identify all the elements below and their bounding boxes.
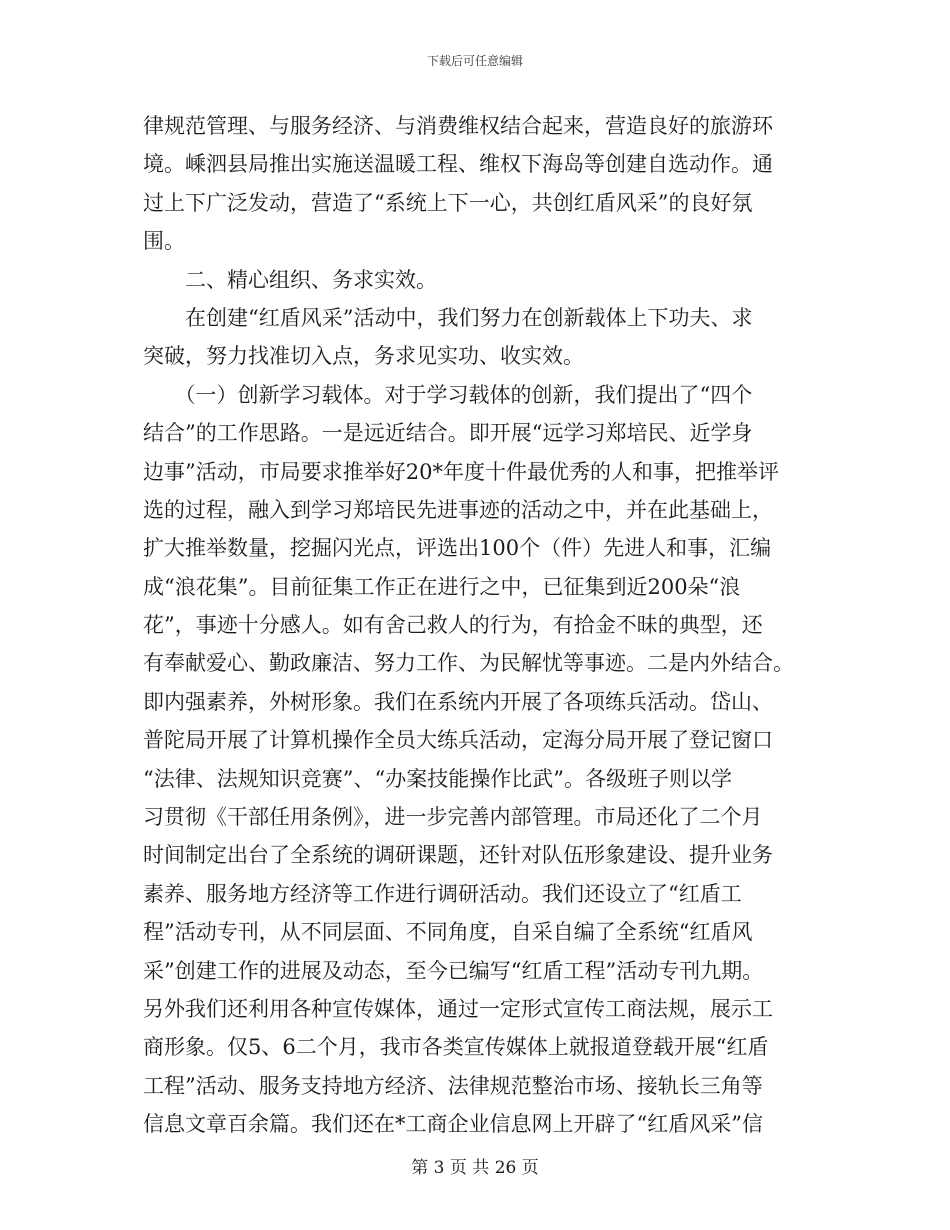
- body-line: 时间制定出台了全系统的调研课题，还针对队伍形象建设、提升业务: [143, 843, 773, 868]
- body-line: 有奉献爱心、勤政廉洁、努力工作、为民解忧等事迹。二是内外结合。: [143, 651, 794, 676]
- body-line: 习贯彻《干部任用条例》，进一步完善内部管理。市局还化了二个月: [143, 805, 763, 830]
- body-line: 突破，努力找准切入点，务求见实功、收实效。: [143, 344, 584, 369]
- body-line: 在创建“红盾风采”活动中，我们努力在创新载体上下功夫、求: [143, 305, 753, 330]
- body-line: 结合”的工作思路。一是远近结合。即开展“远学习郑培民、近学身: [143, 421, 753, 446]
- subsection-line: （一）创新学习载体。对于学习载体的创新，我们提出了“四个: [143, 382, 753, 407]
- body-line: 围。: [143, 229, 185, 254]
- body-line: 采”创建工作的进展及动态，至今已编写“红盾工程”活动专刊九期。: [143, 958, 764, 983]
- body-line: 信息文章百余篇。我们还在*工商企业信息网上开辟了“红盾风采”信: [143, 1112, 763, 1137]
- body-line: 普陀局开展了计算机操作全员大练兵活动，定海分局开展了登记窗口: [143, 728, 773, 753]
- body-line: 工程”活动、服务支持地方经济、法律规范整治市场、接轨长三角等: [143, 1073, 763, 1098]
- body-line: 商形象。仅5、6二个月，我市各类宣传媒体上就报道登载开展“红盾: [143, 1035, 769, 1060]
- body-line: 花”，事迹十分感人。如有舍己救人的行为，有拾金不昧的典型，还: [143, 613, 763, 638]
- page-number: 第 3 页 共 26 页: [411, 1158, 539, 1178]
- body-line: 律规范管理、与服务经济、与消费维权结合起来，营造良好的旅游环: [143, 114, 773, 138]
- body-line: 程”活动专刊，从不同层面、不同角度，自采自编了全系统“红盾风: [143, 920, 753, 945]
- body-line: 即内强素养，外树形象。我们在系统内开展了各项练兵活动。岱山、: [143, 689, 773, 714]
- body-line: 另外我们还利用各种宣传媒体，通过一定形式宣传工商法规，展示工: [143, 996, 773, 1021]
- body-line: 境。嵊泗县局推出实施送温暖工程、维权下海岛等创建自选动作。通: [143, 152, 773, 177]
- body-line: 扩大推举数量，挖掘闪光点，评选出100个（件）先进人和事，汇编: [143, 536, 772, 561]
- body-line: “法律、法规知识竞赛”、“办案技能操作比武”。各级班子则以学: [143, 766, 732, 791]
- page-header-note: 下载后可任意编辑: [426, 54, 523, 68]
- body-line: 成“浪花集”。目前征集工作正在进行之中，已征集到近200朵“浪: [143, 574, 741, 599]
- document-body: [143, 107, 807, 1144]
- body-line: 选的过程，融入到学习郑培民先进事迹的活动之中，并在此基础上，: [143, 497, 773, 522]
- section-heading: 二、精心组织、务求实效。: [143, 267, 437, 292]
- body-line: 素养、服务地方经济等工作进行调研活动。我们还设立了“红盾工: [143, 881, 742, 906]
- body-line: 边事”活动，市局要求推举好20*年度十件最优秀的人和事，把推举评: [143, 459, 779, 484]
- body-line: 过上下广泛发动，营造了“系统上下一心，共创红盾风采”的良好氛: [143, 190, 753, 215]
